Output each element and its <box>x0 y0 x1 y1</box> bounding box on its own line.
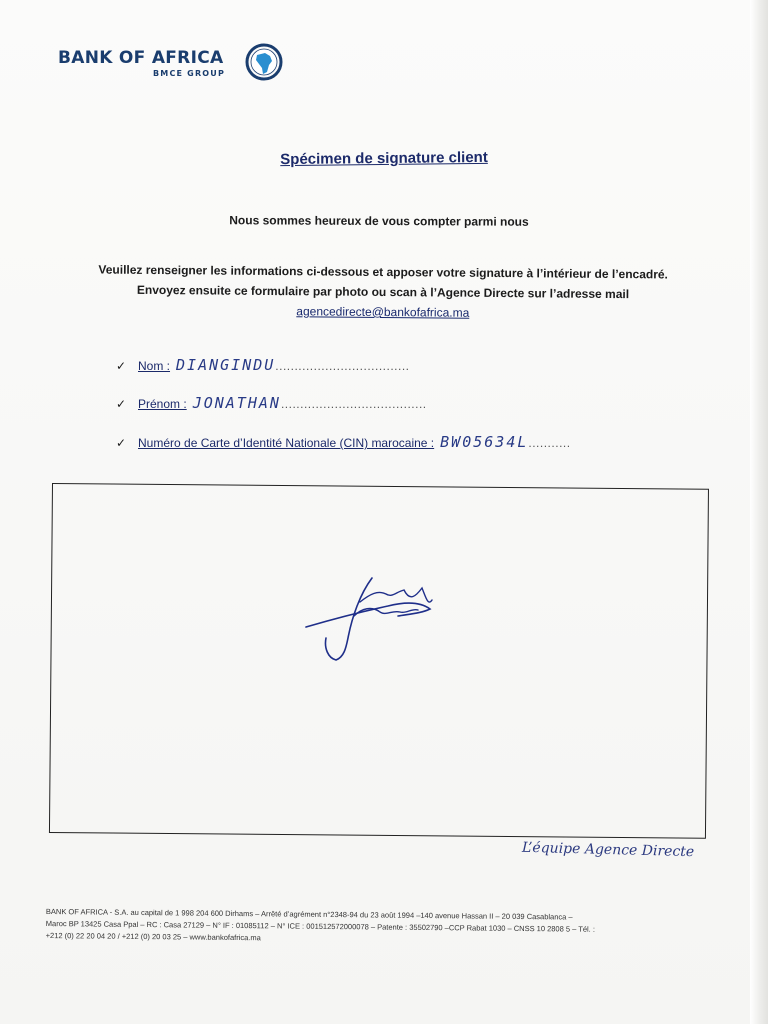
check-icon: ✓ <box>116 359 127 373</box>
field-nom <box>116 356 410 374</box>
nom-label: Nom : <box>138 359 171 373</box>
team-caption: L’équipe Agence Directe <box>521 839 695 861</box>
check-icon: ✓ <box>116 436 127 450</box>
cin-value: BW05634L <box>440 433 529 451</box>
email-link[interactable]: agencedirecte@bankofafrica.ma <box>296 304 470 320</box>
check-icon: ✓ <box>116 397 127 411</box>
handwritten-signature <box>300 572 440 667</box>
welcome-text: Nous sommes heureux de vous compter parmi nous <box>229 213 529 229</box>
instructions-text: Veuillez renseigner les informations ci-dessous et apposer votre signature à l’intérieur de l’encadré. Envoyez ensuite ce formulaire par photo ou scan à l’Agence Directe sur l’adresse mail <box>98 262 668 302</box>
legal-footer <box>46 906 696 949</box>
prenom-label: Prénom : <box>138 397 187 411</box>
brand-group: BMCE GROUP <box>153 69 226 78</box>
cin-label: Numéro de Carte d’Identité Nationale (CIN) marocaine : <box>138 436 435 450</box>
footer-line: Maroc BP 13425 Casa Ppal – RC : Casa 27129 – N° IF : 01085112 – N° ICE : 001512572000078 – Patente : 35502790 –CCP Rabat 1030 – CNSS 10 2808 5 – Tél. : <box>45 918 595 934</box>
form-title: Spécimen de signature client <box>280 148 488 169</box>
africa-globe-icon <box>244 42 284 82</box>
nom-value: DIANGINDU <box>176 356 276 374</box>
instructions-paragraph <box>96 259 671 324</box>
prenom-value: JONATHAN <box>192 394 281 412</box>
nom-dots: ................................... <box>275 359 410 373</box>
footer-line: BANK OF AFRICA - S.A. au capital de 1 998 204 600 Dirhams – Arrêté d’agrément n°2348-94 du 23 août 1994 –140 avenue Hassan II – 20 039 Casablanca – <box>45 906 573 922</box>
cin-dots: ........... <box>528 436 571 450</box>
field-cin <box>116 433 571 451</box>
brand-name: BANK OF AFRICA <box>58 48 224 68</box>
footer-line: +212 (0) 22 20 04 20 / +212 (0) 20 03 25 – www.bankofafrica.ma <box>45 930 261 943</box>
field-prenom <box>116 394 427 412</box>
prenom-dots: ...................................... <box>280 397 427 411</box>
